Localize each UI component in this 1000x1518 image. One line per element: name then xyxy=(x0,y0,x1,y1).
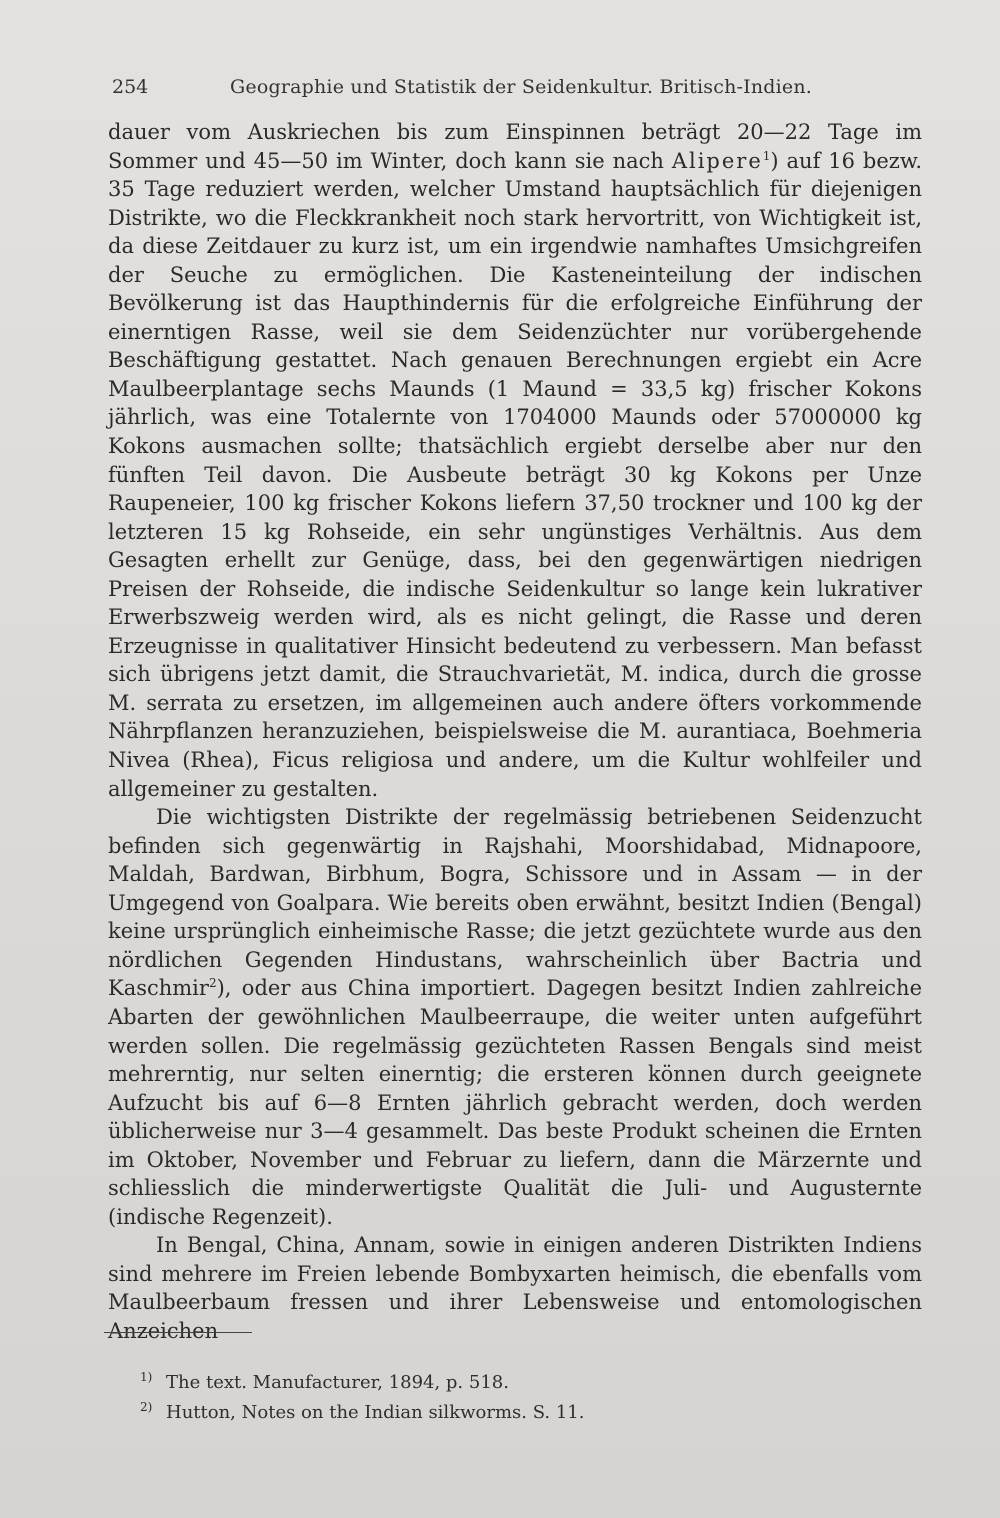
footnote-ref-1: 1 xyxy=(762,148,771,163)
body-text xyxy=(108,118,922,1346)
author-name-alipere: Alipere xyxy=(671,148,763,173)
running-head-title: Geographie und Statistik der Seidenkultur. Britisch-Indien. xyxy=(230,76,813,98)
paragraph-2-part-b: ), oder aus China importiert. Dagegen besitzt Indien zahlreiche Abarten der gewöhnlichen Maulbeerraupe, die weiter unten aufgeführt werden sollen. Die regelmässig gezüchteten Rassen Bengals sind meist mehrerntig, nur selten einerntig; die ersteren können durch geeignete Aufzucht bis auf 6—8 Ernten jährlich gebracht werden, doch werden üblicherweise nur 3—4 gesammelt. Das beste Produkt scheinen die Ernten im Oktober, November und Februar zu liefern, dann die Märzernte und schliesslich die minderwertigste Qualität die Juli- und Augusternte (indische Regenzeit). xyxy=(108,976,922,1229)
footnote-divider xyxy=(104,1332,252,1333)
paragraph-2-part-a: Die wichtigsten Distrikte der regelmässig betriebenen Seidenzucht befinden sich gegenwärtig in Rajshahi, Moorshidabad, Midnapoore, Maldah, Bardwan, Birbhum, Bogra, Schissore und in Assam — in der Umgegend von Goalpara. Wie bereits oben erwähnt, besitzt Indien (Bengal) keine ursprünglich einheimische Rasse; die jetzt gezüchtete wurde aus den nördlichen Gegenden Hindustans, wahrscheinlich über Bactria und Kaschmir xyxy=(108,805,922,1001)
page-number: 254 xyxy=(112,76,149,98)
footnote-2-text: Hutton, Notes on the Indian silkworms. S. 11. xyxy=(166,1402,585,1423)
paragraph-2 xyxy=(108,803,922,1231)
footnote-1-text: The text. Manufacturer, 1894, p. 518. xyxy=(166,1372,509,1393)
paragraph-1 xyxy=(108,118,922,803)
running-head xyxy=(112,72,922,102)
paragraph-1-part-b: ) auf 16 bezw. 35 Tage reduziert werden, welcher Umstand hauptsächlich für diejenigen Distrikte, wo die Fleckkrankheit noch stark hervortritt, von Wichtigkeit ist, da diese Zeitdauer zu kurz ist, um ein irgendwie namhaftes Umsichgreifen der Seuche zu ermöglichen. Die Kasteneinteilung der indischen Bevölkerung ist das Haupthindernis für die erfolgreiche Einführung der einerntigen Rasse, weil sie dem Seidenzüchter nur vorübergehende Beschäftigung gestattet. Nach genauen Berechnungen ergiebt ein Acre Maulbeerplantage sechs Maunds (1 Maund = 33,5 kg) frischer Kokons jährlich, was eine Totalernte von 1704000 Maunds oder 57000000 kg Kokons ausmachen sollte; thatsächlich ergiebt derselbe aber nur den fünften Teil davon. Die Ausbeute beträgt 30 kg Kokons per Unze Raupeneier, 100 kg frischer Kokons liefern 37,50 trockner und 100 kg der letzteren 15 kg Rohseide, ein sehr ungünstiges Verhältnis. Aus dem Gesagten erhellt zur Genüge, dass, bei den gegenwärtigen niedrigen Preisen der Rohseide, die indische Seidenkultur so lange kein lukrativer Erwerbszweig werden wird, als es nicht gelingt, die Rasse und deren Erzeugnisse in qualitativer Hinsicht bedeutend zu verbessern. Man befasst sich übrigens jetzt damit, die Strauchvarietät, M. indica, durch die grosse M. serrata zu ersetzen, im allgemeinen auch andere öfters vorkommende Nährpflanzen heranzuziehen, beispielsweise die M. aurantiaca, Boehmeria Nivea (Rhea), Ficus religiosa und andere, um die Kultur wohlfeiler und allgemeiner zu gestalten. xyxy=(108,148,922,801)
paragraph-3-text: In Bengal, China, Annam, sowie in einigen anderen Distrikten Indiens sind mehrere im Freien lebende Bombyxarten heimisch, die ebenfalls vom Maulbeerbaum fressen und ihrer Lebensweise und entomologischen Anzeichen xyxy=(108,1233,922,1343)
footnotes xyxy=(140,1368,740,1428)
footnote-ref-2: 2 xyxy=(208,976,217,991)
paragraph-1-part-a: dauer vom Auskriechen bis zum Einspinnen beträgt 20—22 Tage im Sommer und 45—50 im Winter, doch kann sie nach xyxy=(108,120,922,173)
footnote-2: 2) Hutton, Notes on the Indian silkworms. S. 11. xyxy=(140,1400,585,1423)
footnote-1: 1) The text. Manufacturer, 1894, p. 518. xyxy=(140,1370,509,1393)
paragraph-3 xyxy=(108,1231,922,1345)
